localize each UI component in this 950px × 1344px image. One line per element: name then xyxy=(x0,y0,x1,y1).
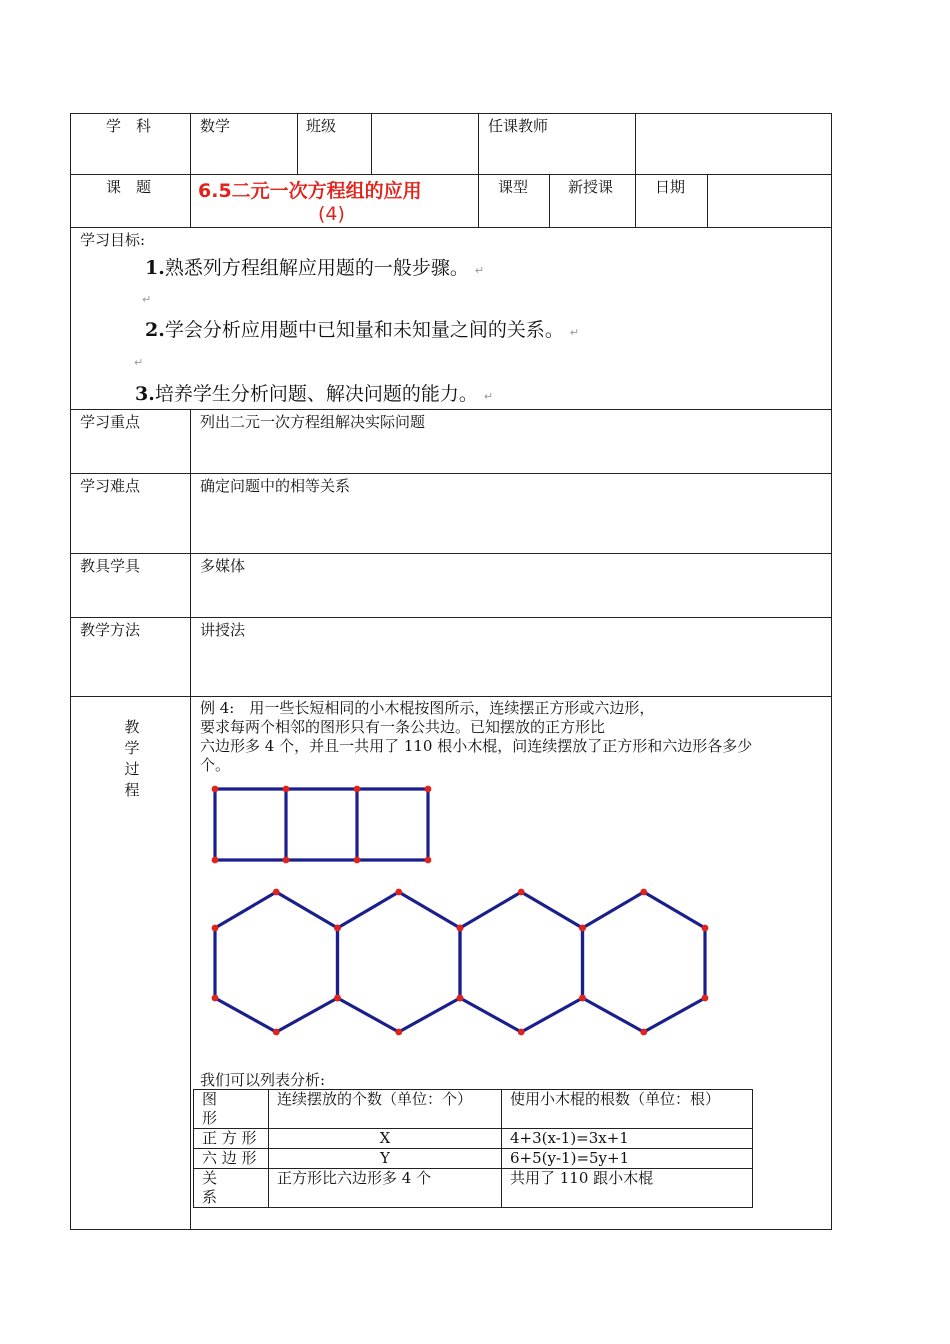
hexagon-stick xyxy=(521,998,582,1032)
stick-joint xyxy=(579,925,586,932)
objective-text: 培养学生分析问题、解决问题的能力。 xyxy=(154,383,478,405)
stick-joint xyxy=(640,1029,647,1036)
table-header: 连续摆放的个数（单位：个） xyxy=(269,1090,502,1129)
process-label-char: 程 xyxy=(124,781,140,799)
table-cell: X xyxy=(269,1129,502,1149)
hexagon-stick xyxy=(276,892,337,928)
return-mark: ↵ xyxy=(483,390,494,403)
table-header-row xyxy=(194,1090,753,1129)
analysis-table xyxy=(193,1089,753,1208)
stick-joint xyxy=(395,1029,402,1036)
stick-joint xyxy=(212,925,219,932)
topic-title: 6.5二元一次方程组的应用 xyxy=(198,180,422,202)
return-mark: ↵ xyxy=(569,326,580,339)
table-row xyxy=(194,1169,753,1208)
stick-joint xyxy=(212,786,219,793)
subject-label: 学 科 xyxy=(106,117,152,135)
process-label-char: 过 xyxy=(124,760,140,778)
topic-label: 课 题 xyxy=(106,178,152,196)
teacher-label: 任课教师 xyxy=(488,117,549,135)
table-cell: 正方形比六边形多 4 个 xyxy=(269,1169,502,1208)
example-line: 要求每两个相邻的图形只有一条公共边。已知摆放的正方形比 xyxy=(200,718,606,736)
stick-joint xyxy=(283,857,290,864)
hexagon-stick xyxy=(644,998,705,1032)
stick-joint xyxy=(334,995,341,1002)
stick-joint xyxy=(702,995,709,1002)
table-cell: 关 系 xyxy=(194,1169,269,1208)
stick-joint xyxy=(273,1029,280,1036)
table-cell: 6+5(y-1)=5y+1 xyxy=(502,1149,753,1169)
stick-joint xyxy=(354,786,361,793)
stick-joint xyxy=(283,786,290,793)
example-line: 例 4: 用一些长短相同的小木棍按图所示，连续摆正方形或六边形， xyxy=(200,699,655,717)
stick-joint xyxy=(425,786,432,793)
table-cell: Y xyxy=(269,1149,502,1169)
table-header: 图 形 xyxy=(194,1090,269,1129)
return-mark: ↵ xyxy=(474,264,485,277)
tools-value: 多媒体 xyxy=(200,557,246,575)
type-label: 课型 xyxy=(498,178,529,196)
return-mark: ↵ xyxy=(134,356,144,369)
table-cell: 共用了 110 跟小木棍 xyxy=(502,1169,753,1208)
class-label: 班级 xyxy=(306,117,337,135)
objective-text: 熟悉列方程组解应用题的一般步骤。 xyxy=(164,257,469,279)
example-line: 个。 xyxy=(200,756,231,774)
hexagon-stick xyxy=(460,892,521,928)
hexagon-stick xyxy=(399,892,460,928)
hexagon-stick xyxy=(583,998,644,1032)
table-row xyxy=(194,1149,753,1169)
stick-joint xyxy=(579,995,586,1002)
hexagon-stick xyxy=(338,998,399,1032)
key-point-label: 学习重点 xyxy=(80,413,141,431)
stick-joint xyxy=(457,925,464,932)
stick-joint xyxy=(273,889,280,896)
objective-text: 学会分析应用题中已知量和未知量之间的关系。 xyxy=(164,319,564,341)
subject-value: 数学 xyxy=(200,117,231,135)
objectives-heading: 学习目标: xyxy=(80,231,146,249)
table-cell: 正 方 形 xyxy=(194,1129,269,1149)
hexagon-stick xyxy=(399,998,460,1032)
hexagon-stick xyxy=(521,892,582,928)
hexagon-stick xyxy=(276,998,337,1032)
hexagon-stick xyxy=(644,892,705,928)
date-label: 日期 xyxy=(655,178,686,196)
hexagon-stick xyxy=(215,892,276,928)
difficulty-value: 确定问题中的相等关系 xyxy=(200,477,351,495)
hexagon-stick xyxy=(583,892,644,928)
hexagon-stick xyxy=(215,998,276,1032)
stick-joint xyxy=(457,995,464,1002)
method-label: 教学方法 xyxy=(80,621,141,639)
hexagon-stick xyxy=(460,998,521,1032)
table-cell: 4+3(x-1)=3x+1 xyxy=(502,1129,753,1149)
tools-label: 教具学具 xyxy=(80,557,141,575)
table-row xyxy=(194,1129,753,1149)
process-label-char: 学 xyxy=(124,739,140,757)
stick-joint xyxy=(354,857,361,864)
stick-joint xyxy=(518,889,525,896)
table-cell: 六 边 形 xyxy=(194,1149,269,1169)
objective-number: 1. xyxy=(145,257,165,279)
stick-joint xyxy=(640,889,647,896)
key-point-value: 列出二元一次方程组解决实际问题 xyxy=(200,413,426,431)
difficulty-label: 学习难点 xyxy=(80,477,141,495)
objective-number: 3. xyxy=(135,383,155,405)
type-value: 新授课 xyxy=(568,178,614,196)
method-value: 讲授法 xyxy=(200,621,246,639)
example-line: 六边形多 4 个，并且一共用了 110 根小木棍，问连续摆放了正方形和六边形各多少 xyxy=(200,737,753,755)
stick-joint xyxy=(212,857,219,864)
stick-joint xyxy=(702,925,709,932)
stick-joint xyxy=(212,995,219,1002)
stick-joint xyxy=(518,1029,525,1036)
topic-title-part: (4) xyxy=(318,203,345,225)
stick-joint xyxy=(425,857,432,864)
stick-joint xyxy=(334,925,341,932)
process-label-char: 教 xyxy=(124,718,140,736)
stick-joint xyxy=(395,889,402,896)
hexagon-stick xyxy=(338,892,399,928)
table-intro: 我们可以列表分析: xyxy=(200,1071,326,1089)
return-mark: ↵ xyxy=(142,293,152,306)
objective-number: 2. xyxy=(145,319,165,341)
table-header: 使用小木棍的根数（单位：根） xyxy=(502,1090,753,1129)
